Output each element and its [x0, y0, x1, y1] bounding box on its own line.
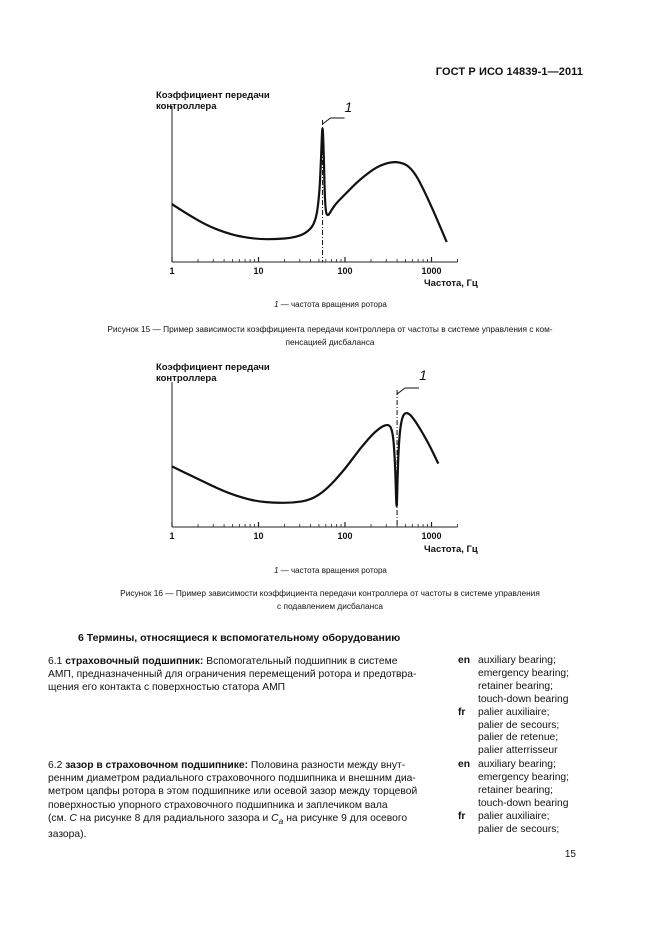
term-6-2-definition-line: зазора). — [48, 829, 87, 841]
equivalent-term: touch-down bearing — [478, 693, 569, 705]
term-6-2-definition-line: метром цапфы ротора в этом подшипнике или осевой зазор между торцевой — [48, 786, 418, 798]
figure-15-caption-line-1: Рисунок 15 — Пример зависимости коэффициента передачи контроллера от частоты в системе управления с ком- — [107, 324, 553, 334]
equivalent-term: palier atterrisseur — [478, 745, 558, 757]
term-6-1-definition-line: АМП, предназначенный для ограничения перемещений ротора и предотвра- — [48, 669, 417, 681]
term-6-2-en — [458, 759, 569, 811]
marker-leader — [397, 388, 419, 394]
figure-15 — [0, 88, 661, 318]
figure-16-ylabel — [156, 362, 270, 384]
equivalent-term: palier de secours; — [478, 823, 560, 835]
term-6-2-reference-line — [48, 812, 450, 828]
figure-16-ylabel-line-1: Коэффициент передачи — [156, 362, 270, 373]
term-6-1 — [48, 655, 450, 695]
axial-clearance-subscript: a — [278, 815, 284, 826]
language-code: en — [458, 655, 471, 666]
equivalent-term: emergency bearing; — [478, 771, 570, 783]
figure-15-legend-text: — частота вращения ротора — [278, 300, 387, 309]
figure-15-ylabel — [156, 90, 270, 112]
figure-16-ylabel-line-2: контроллера — [156, 373, 217, 384]
figure-16-xlabel: Частота, Гц — [424, 544, 478, 555]
term-6-1-title: страховочный подшипник: — [65, 656, 204, 667]
term-6-1-equivalents — [458, 655, 569, 758]
term-6-2 — [48, 759, 450, 841]
document-header: ГОСТ Р ИСО 14839-1—2011 — [435, 66, 583, 78]
figure-15-caption-line-2: пенсацией дисбаланса — [285, 337, 375, 347]
equivalent-term: palier de secours; — [478, 719, 560, 731]
x-tick-label: 1000 — [421, 531, 442, 541]
equivalent-term: palier auxiliaire; — [478, 810, 550, 822]
term-6-2-definition-line: поверхностью упорного страховочного подшипника и заплечиком вала — [48, 799, 388, 811]
equivalent-term: retainer bearing; — [478, 784, 553, 796]
figure-16-caption-line-1: Рисунок 16 — Пример зависимости коэффициента передачи контроллера от частоты в системе управления — [120, 588, 540, 598]
equivalent-term: auxiliary bearing; — [478, 655, 556, 666]
figure-15-caption — [30, 323, 630, 349]
figure-15-chart — [0, 88, 661, 318]
x-tick-label: 1 — [169, 531, 175, 541]
term-6-1-definition-line: Вспомогательный подшипник в системе — [206, 656, 398, 667]
axial-clearance-symbol: C — [271, 812, 279, 824]
ref-text: на рисунке 9 для осевого — [283, 812, 408, 824]
page-number: 15 — [564, 849, 576, 860]
figure-16-caption-line-2: с подавлением дисбаланса — [277, 601, 383, 611]
term-6-1-en — [458, 655, 569, 707]
term-6-2-fr — [458, 811, 569, 837]
language-code: fr — [458, 810, 466, 822]
equivalent-term: palier auxiliaire; — [478, 706, 550, 718]
term-6-1-fr — [458, 707, 569, 759]
figure-16 — [0, 360, 661, 590]
figure-15-legend — [0, 300, 661, 309]
equivalent-term: touch-down bearing — [478, 797, 569, 809]
figure-16-chart — [0, 360, 661, 590]
x-tick-label: 10 — [253, 266, 264, 276]
equivalent-term: emergency bearing; — [478, 667, 570, 679]
ref-text: на рисунке 8 для радиального зазора и — [76, 812, 272, 824]
language-code: fr — [458, 706, 466, 718]
marker-leader — [323, 118, 345, 124]
x-tick-label: 10 — [253, 531, 264, 541]
term-6-2-equivalents — [458, 759, 569, 836]
term-6-1-line-1 — [48, 655, 450, 668]
marker-label: 1 — [344, 99, 353, 115]
figure-15-ylabel-line-2: контроллера — [156, 101, 217, 112]
x-tick-label: 1000 — [421, 266, 442, 276]
x-tick-label: 1 — [169, 266, 175, 276]
language-code: en — [458, 759, 471, 770]
radial-clearance-symbol: C — [69, 812, 77, 824]
equivalent-term: palier de retenue; — [478, 732, 559, 744]
figure-16-caption — [30, 587, 630, 613]
term-6-1-definition-line: щения его контакта с поверхностью статора АМП — [48, 682, 286, 694]
figure-16-legend-number: 1 — [274, 566, 279, 575]
gain-curve — [172, 129, 447, 242]
term-6-2-number: 6.2 — [48, 760, 63, 771]
term-6-2-line-1 — [48, 759, 450, 772]
figure-15-xlabel: Частота, Гц — [424, 278, 478, 289]
ref-text: (см. — [48, 812, 70, 824]
term-6-2-definition-line: ренним диаметром радиального страховочного подшипника и внешним диа- — [48, 773, 416, 785]
x-tick-label: 100 — [337, 266, 353, 276]
marker-label: 1 — [419, 367, 427, 383]
term-6-2-definition-line: Половина разности между внут- — [250, 760, 406, 771]
section-title: 6 Термины, относящиеся к вспомогательному оборудованию — [78, 632, 401, 644]
x-tick-label: 100 — [337, 531, 353, 541]
term-6-1-number: 6.1 — [48, 656, 63, 667]
equivalent-term: auxiliary bearing; — [478, 759, 556, 770]
figure-15-ylabel-line-1: Коэффициент передачи — [156, 90, 270, 101]
gain-curve — [172, 413, 438, 506]
figure-16-legend — [0, 566, 661, 575]
figure-16-legend-text: — частота вращения ротора — [278, 566, 387, 575]
equivalent-term: retainer bearing; — [478, 680, 553, 692]
term-6-2-title: зазор в страховочном подшипнике: — [65, 760, 249, 771]
figure-15-legend-number: 1 — [274, 300, 279, 309]
